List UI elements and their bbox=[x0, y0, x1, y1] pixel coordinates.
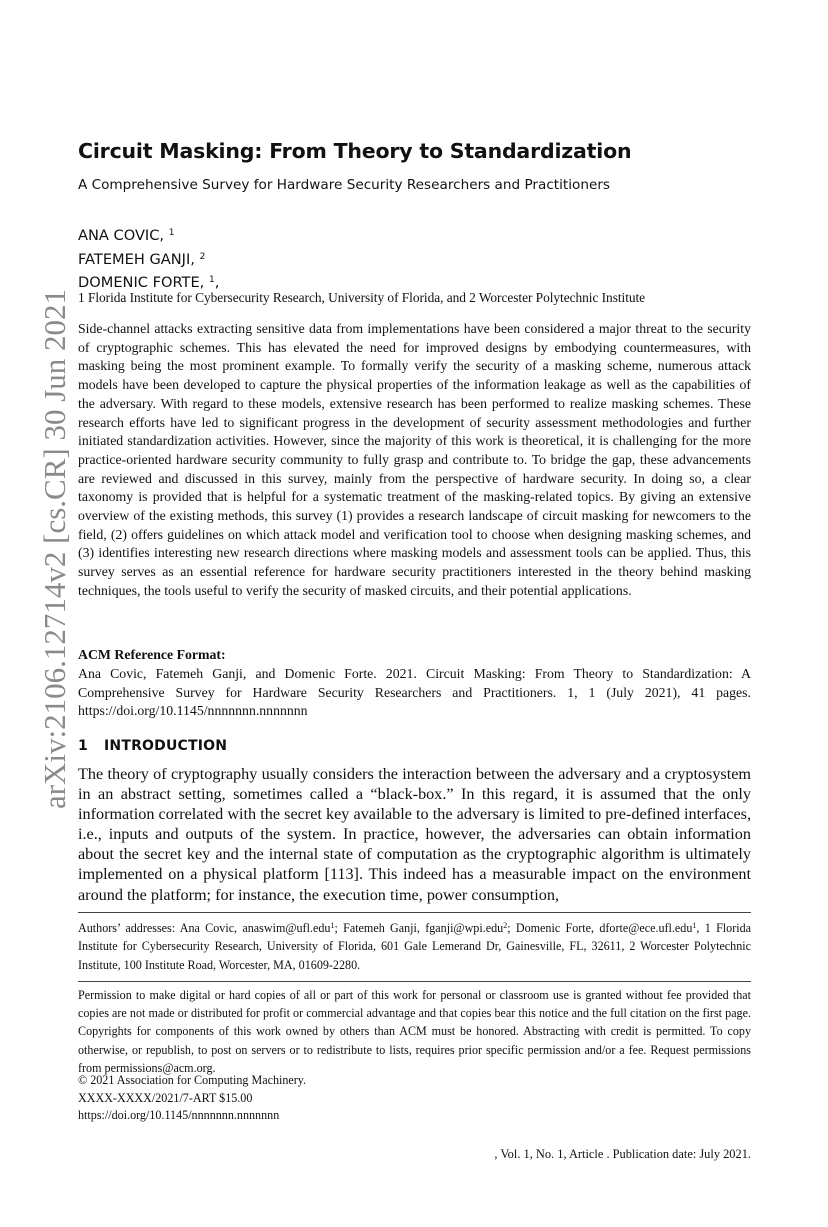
affiliations: 1 Florida Institute for Cybersecurity Research, University of Florida, and 2 Worcester Polytechnic Institute bbox=[78, 290, 646, 305]
permission-notice: Permission to make digital or hard copies of all or part of this work for personal or classroom use is granted without fee provided that copies are not made or distributed for profit or commercial advantage and that copies bear this notice and the full citation on the first page. Copyrights for components of this work owned by others than ACM must be honored. Abstracting with credit is permitted. To copy otherwise, or republish, to post on servers or to redistribute to lists, requires prior specific permission and/or a fee. Request permissions from permissions@acm.org. bbox=[78, 988, 751, 1075]
authors-addresses-text: Authors’ addresses: Ana Covic, anaswim@ufl.edu bbox=[78, 921, 331, 935]
author-list bbox=[78, 223, 751, 294]
author-line bbox=[78, 247, 751, 271]
acm-reference-text: Ana Covic, Fatemeh Ganji, and Domenic Forte. 2021. Circuit Masking: From Theory to Standardization: A Comprehensive Survey for Hardware Security Researchers and Practitioners. 1, 1 (July 2021), 41 pages. https://doi.org/10.1145/nnnnnnn.nnnnnnn bbox=[78, 666, 751, 718]
section-title: INTRODUCTION bbox=[104, 738, 228, 754]
publication-footer: , Vol. 1, No. 1, Article . Publication date: July 2021. bbox=[494, 1147, 751, 1161]
paper-subtitle: A Comprehensive Survey for Hardware Security Researchers and Practitioners bbox=[78, 177, 610, 193]
acm-reference-heading: ACM Reference Format: bbox=[78, 647, 226, 662]
doi-line: https://doi.org/10.1145/nnnnnnn.nnnnnnn bbox=[78, 1108, 280, 1122]
affiliation-mark: 1 bbox=[208, 275, 215, 285]
author-name: FATEMEH GANJI, bbox=[78, 250, 195, 268]
footnote-divider bbox=[78, 912, 751, 913]
authors-addresses-text: ; Fatemeh Ganji, fganji@wpi.edu bbox=[334, 921, 504, 935]
affiliation-mark: 2 bbox=[503, 921, 508, 930]
authors-addresses-footnote bbox=[78, 917, 751, 974]
section-number: 1 bbox=[78, 738, 88, 754]
author-name: ANA COVIC, bbox=[78, 227, 165, 244]
copyright-notice: © 2021 Association for Computing Machinery. bbox=[78, 1073, 307, 1087]
introduction-paragraph: The theory of cryptography usually considers the interaction between the adversary and a cryptosystem in an abstract setting, sometimes called a “black-box.” In this regard, it is assumed that the only information correlated with the secret key available to the adversary is limited to pre-defined interfaces, i.e., inputs and outputs of the system. In practice, however, the adversaries can obtain information about the secret key and the internal state of computation as the cryptographic algorithm is ultimately implemented on a physical platform [113]. This indeed has a measurable impact on the environment around the platform; for instance, the execution time, power consumption, bbox=[78, 765, 751, 904]
authors-addresses-text: ; Domenic Forte, dforte@ece.ufl.edu bbox=[507, 921, 693, 935]
arxiv-identifier-stamp: arXiv:2106.12714v2 [cs.CR] 30 Jun 2021 bbox=[37, 288, 72, 810]
section-heading bbox=[78, 738, 227, 754]
affiliation-mark: 1 bbox=[168, 228, 175, 238]
author-line bbox=[78, 223, 751, 247]
isbn-price-line: XXXX-XXXX/2021/7-ART $15.00 bbox=[78, 1091, 253, 1105]
affiliation-mark: 2 bbox=[199, 251, 206, 262]
paper-title: Circuit Masking: From Theory to Standardization bbox=[78, 139, 632, 163]
permission-divider bbox=[78, 981, 751, 982]
affiliation-mark: 1 bbox=[330, 921, 335, 930]
authors-addresses-text: , 1 Florida Institute for Cybersecurity Research, University of Florida, 601 Gale Lemerand Dr, Gainesville, FL, 32611, 2 Worcester Polytechnic Institute, 100 Institute Road, Worcester, MA, 01609-2280. bbox=[78, 921, 752, 972]
author-trailing-comma: , bbox=[214, 274, 220, 291]
abstract: Side-channel attacks extracting sensitive data from implementations have been considered a major threat to the security of cryptographic schemes. This has elevated the need for improved designs by embodying countermeasures, with masking being the most prominent example. To formally verify the security of a masking scheme, numerous attack models have been developed to capture the physical properties of the information leakage as well as the capabilities of the adversary. With regard to these models, extensive research has been performed to realize masking schemes. These research efforts have led to significant progress in the development of security assessment methodologies and further initiated standardization activities. However, since the majority of this work is theoretical, it is challenging for the more practice-oriented hardware security community to fully grasp and contribute to. To bridge the gap, these advancements are reviewed and discussed in this survey, mainly from the perspective of hardware security. In doing so, a clear taxonomy is provided that is helpful for a systematic treatment of the masking-related topics. By giving an extensive overview of the existing methods, this survey (1) provides a research landscape of circuit masking for newcomers to the field, (2) offers guidelines on which attack model and verification tool to choose when designing masking schemes, and (3) identifies interesting new research directions where masking models and assessment tools can be applied. Thus, this survey serves as an essential reference for hardware security practitioners interested in the theory behind masking techniques, the tools useful to verify the security of masked circuits, and their potential applications. bbox=[78, 321, 751, 598]
affiliation-mark: 1 bbox=[692, 921, 697, 930]
author-name: DOMENIC FORTE, bbox=[78, 274, 205, 291]
